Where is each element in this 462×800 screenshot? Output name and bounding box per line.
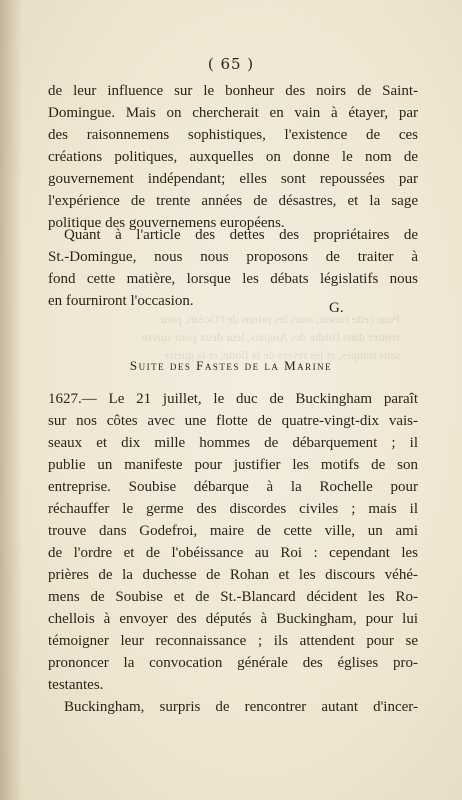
bleed-through-text: Pour cette raison, nous les prions de l'Océan, pour (159, 312, 400, 326)
text-line: testantes. (48, 677, 104, 693)
text-line: prières de la duchesse de Rohan et les discours véhé- (48, 567, 418, 583)
text-line: de l'ordre et de l'obéissance au Roi : cependant les (48, 545, 418, 561)
gutter-shadow (0, 0, 22, 800)
text-line: prononcer la convocation générale des églises pro- (48, 655, 418, 671)
text-line: St.-Domingue, nous nous proposons de traiter à (48, 249, 418, 265)
text-line: témoigner leur reconnaissance ; ils attendent pour se (48, 633, 418, 649)
text-line: réchauffer le germe des discordes civiles ; mais il (48, 501, 418, 517)
text-line: chellois à envoyer des députés à Buckingham, pour lui (48, 611, 418, 627)
signature: G. (329, 300, 344, 316)
text-line: Quant à l'article des dettes des propriétaires de (64, 227, 418, 243)
text-line: trouve dans Godefroi, maire de cette ville, un ami (48, 523, 418, 539)
text-line: 1627.— Le 21 juillet, le duc de Buckingham paraît (48, 391, 418, 407)
text-line: l'expérience de trente années de désastres, et la sage (48, 193, 418, 209)
text-line: Buckingham, surpris de rencontrer autant d'incer- (64, 699, 418, 715)
bleed-through-text: sans troupes, et les revers de la flotte, et la guerre (163, 348, 400, 362)
text-line: des raisonnemens sophistiques, l'existence de ces (48, 127, 418, 143)
section-heading: Suite des Fastes de la Marine (129, 358, 333, 373)
text-line: entreprise. Soubise débarque à la Rochelle pour (48, 479, 418, 495)
text-line: Domingue. Mais on chercherait en vain à étayer, par (48, 105, 418, 121)
text-line: de leur influence sur le bonheur des noirs de Saint- (48, 83, 418, 99)
page-number: ( 65 ) (207, 55, 255, 73)
text-line: créations politiques, auxquelles on donne le nom de (48, 149, 418, 165)
bleed-through-text: rentrer dans l'ordre des Anglais, leur deux pour suivre (142, 330, 400, 344)
text-line: politique des gouvernemens européens. (48, 215, 285, 231)
text-line: publie un manifeste pour justifier les motifs de son (48, 457, 418, 473)
text-line: gouvernement indépendant; elles sont repoussées par (48, 171, 418, 187)
text-line: fond cette matière, lorsque les débats législatifs nous (48, 271, 418, 287)
text-line: seaux et dix mille hommes de débarquement ; il (48, 435, 418, 451)
text-line: mens de Soubise et de St.-Blancard décident les Ro- (48, 589, 418, 605)
text-line: en fourniront l'occasion. (48, 293, 194, 309)
text-line: sur nos côtes avec une flotte de quatre-vingt-dix vais- (48, 413, 418, 429)
